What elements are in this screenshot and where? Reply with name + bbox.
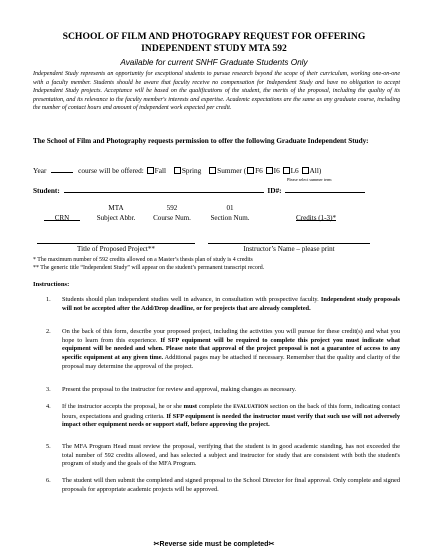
student-id-field[interactable]: [285, 192, 365, 193]
l6-label: L6: [290, 166, 299, 175]
all-label: All): [309, 166, 322, 175]
form-title-line2: INDEPENDENT STUDY MTA 592: [141, 43, 287, 54]
instruction-number: 6.: [46, 477, 51, 484]
summer-note: Please select summer term: [287, 177, 332, 182]
instruction-item: 2. On the back of this form, describe your proposed project, including the activities you will pursue for these credit(s) and what you hope to learn from this experience. If SFP equipment will be required to complete this project you must indicate what equipment will be needed and when. Please note that approval of the project proposal is not a guarantee of access to any specific equipment at any given time. Additional pages may be attached if necessary. Remember that the quality and clarity of the proposal may determine the approval of the project.: [46, 328, 400, 370]
instructor-name-field[interactable]: [208, 243, 370, 244]
l6-checkbox[interactable]: [283, 167, 290, 174]
form-subtitle: Available for current SNHF Graduate Students Only: [120, 58, 308, 67]
instruction-number: 5.: [46, 443, 51, 450]
section-value: 01: [226, 204, 234, 212]
permission-statement: The School of Film and Photography requests permission to offer the following Graduate Independent Study:: [33, 137, 369, 145]
course-value: 592: [166, 204, 178, 212]
year-row: [33, 166, 321, 175]
course-offered-label: course will be offered:: [78, 166, 144, 175]
intro-paragraph: Independent Study represents an opportunity for exceptional students to pursue research beyond the scope of their curriculum, working one-on-one with a faculty member. Students should be aware that faculty receive no compensation for Independent Study and have no obligation to accept Independent Study projects. Acceptance will be based on the qualifications of the student, the merits of the proposal, including the quality of its presentation, and its relevance to the faculty member's interests and expertise. Academic expectations are the same as any graduate course, including the number of contact hours and amount of independent work expected per credit.: [33, 71, 400, 112]
subject-label: Subject Abbr.: [96, 214, 136, 222]
instruction-item: 1. Students should plan independent studies well in advance, in consultation with prospective faculty. Independent study proposals will not be accepted after the Add/Drop deadline, or for projects that are already completed.: [46, 296, 401, 312]
instruction-number: 2.: [46, 328, 51, 335]
fall-checkbox[interactable]: [147, 167, 154, 174]
instruction-number: 3.: [46, 386, 51, 393]
instruction-item: 4. If the instructor accepts the proposal, he or she must complete the EVALUATION section on the back of this form, indicating contact hours, expectations and grading criteria. If SFP equipment is needed the instructor must verify that such use will not adversely impact other equipment needs or support staff, before approving the project.: [46, 403, 400, 429]
instructor-name-label: Instructor’s Name – please print: [243, 245, 335, 253]
summer-checkbox[interactable]: [209, 167, 216, 174]
f6-checkbox[interactable]: [247, 167, 254, 174]
fall-label: Fall: [154, 166, 167, 175]
instruction-item: 5. The MFA Program Head must review the proposal, verifying that the student is in good academic standing, has not exceeded the total number of 592 credits allowed, and has selected a subject and instructor for study that are consistent with both the student's program of study and the goals of the MFA Program.: [46, 443, 400, 468]
section-label: Section Num.: [210, 214, 250, 222]
spring-checkbox[interactable]: [174, 167, 181, 174]
instruction-number: 1.: [46, 296, 51, 303]
credits-label: Credits (1-3)*: [296, 214, 336, 222]
i6-label: I6: [273, 166, 280, 175]
student-row: [33, 186, 365, 195]
scissors-icon: ✂: [268, 541, 275, 548]
year-field[interactable]: [51, 172, 73, 173]
project-title-label: Title of Proposed Project**: [77, 245, 155, 253]
subject-value: MTA: [108, 204, 124, 212]
year-label: Year: [33, 166, 47, 175]
crn-label: CRN: [54, 214, 70, 222]
all-checkbox[interactable]: [302, 167, 309, 174]
instruction-number: 4.: [46, 403, 51, 410]
summer-label: Summer (: [217, 166, 247, 175]
reverse-side-notice: [0, 540, 428, 548]
footer-text: Reverse side must be completed: [159, 541, 269, 548]
credits-footnote: * The maximum number of 592 credits allowed on a Master’s thesis plan of study is 4 credits: [33, 257, 253, 263]
instruction-item: 6. The student will then submit the completed and signed proposal to the School Director for final approval. Only complete and signed proposals for appropriate academic projects will be approved.: [46, 477, 400, 493]
i6-checkbox[interactable]: [266, 167, 273, 174]
form-title-line1: SCHOOL OF FILM AND PHOTOGRAPY REQUEST FOR OFFERING: [62, 31, 366, 42]
instruction-item: 3. Present the proposal to the instructor for review and approval, making changes as necessary.: [46, 386, 297, 393]
id-label: ID#:: [267, 186, 282, 195]
project-title-field[interactable]: [37, 243, 195, 244]
student-label: Student:: [33, 186, 60, 195]
title-footnote: ** The generic title “Independent Study” will appear on the student’s permanent transcript record.: [33, 265, 265, 271]
course-label: Course Num.: [153, 214, 191, 222]
instructions-heading: Instructions:: [33, 281, 70, 288]
f6-label: F6: [255, 166, 263, 175]
student-name-field[interactable]: [64, 192, 264, 193]
scissors-icon: ✂: [153, 541, 160, 548]
spring-label: Spring: [181, 166, 202, 175]
